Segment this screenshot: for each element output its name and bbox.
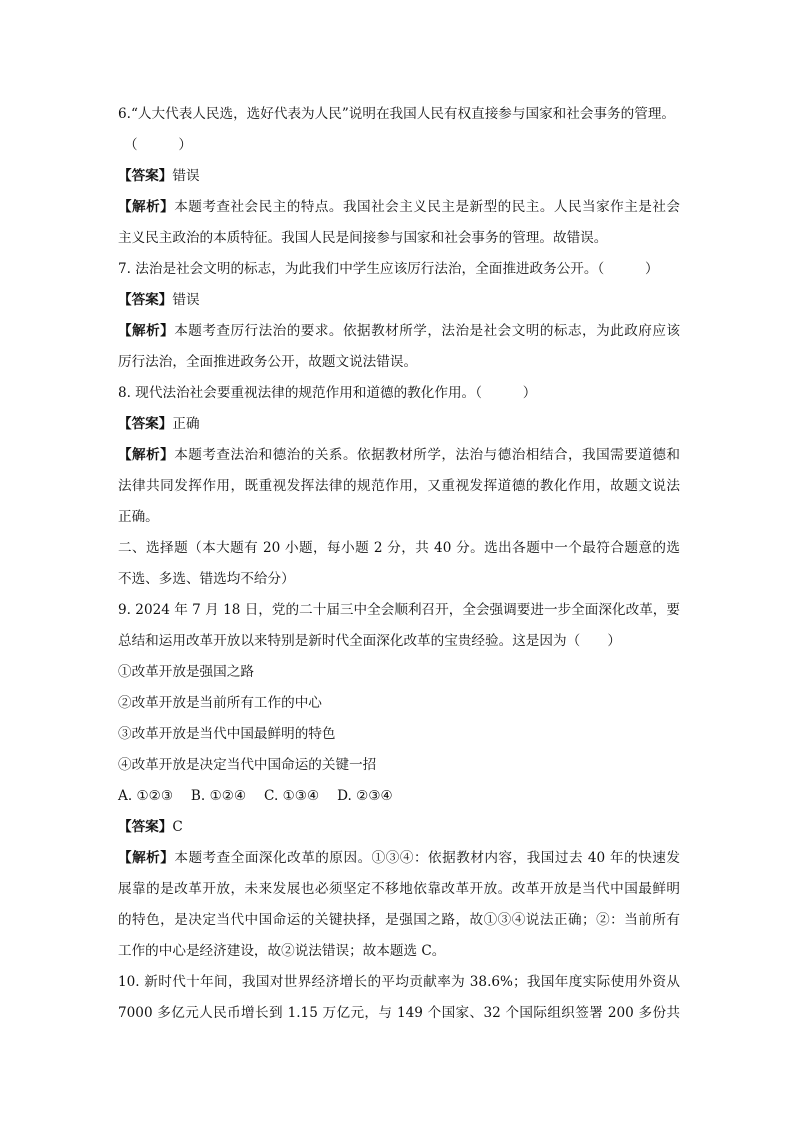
question-10 bbox=[118, 967, 680, 1029]
answer-label: 【答案】 bbox=[118, 416, 173, 432]
question-stem-line: 7. 法治是社会文明的标志，为此我们中学生应该厉行法治，全面推进政务公开。（ ） bbox=[118, 261, 659, 277]
answer-label: 【答案】 bbox=[118, 292, 173, 308]
answer-line bbox=[118, 161, 680, 192]
analysis-line bbox=[118, 192, 680, 223]
question-6 bbox=[118, 99, 680, 254]
analysis-label: 【解析】 bbox=[118, 447, 175, 463]
question-stem-line: 7000 多亿元人民币增长到 1.15 万亿元，与 149 个国家、32 个国际组织签署 200 多份共 bbox=[118, 1005, 680, 1021]
analysis-label: 【解析】 bbox=[118, 850, 175, 866]
section-heading-line: 二、选择题（本大题有 20 小题，每小题 2 分，共 40 分。选出各题中一个最符合题意的选 bbox=[118, 540, 680, 556]
answer-label: 【答案】 bbox=[118, 168, 173, 184]
statement-item: ④改革开放是决定当代中国命运的关键一招 bbox=[118, 757, 377, 773]
analysis-line: 展靠的是改革开放，未来发展也必须坚定不移地依靠改革开放。改革开放是当代中国最鲜明 bbox=[118, 881, 680, 897]
question-stem-line: 6.“人大代表人民选，选好代表为人民”说明在我国人民有权直接参与国家和社会事务的管理。 bbox=[118, 106, 676, 122]
analysis-line bbox=[118, 843, 680, 874]
section-heading bbox=[118, 533, 680, 595]
analysis-text: 本题考查全面深化改革的原因。①③④：依据教材内容，我国过去 40 年的快速发 bbox=[174, 850, 680, 866]
statement-item: ③改革开放是当代中国最鲜明的特色 bbox=[118, 726, 336, 742]
answer-line bbox=[118, 285, 680, 316]
analysis-text: 本题考查社会民主的特点。我国社会主义民主是新型的民主。人民当家作主是社会 bbox=[174, 199, 680, 215]
statement-item: ②改革开放是当前所有工作的中心 bbox=[118, 695, 322, 711]
answer-value: C bbox=[172, 819, 183, 835]
analysis-line: 的特色，是决定当代中国命运的关键抉择，是强国之路，故①③④说法正确；②：当前所有 bbox=[118, 912, 680, 928]
analysis-line: 厉行法治，全面推进政务公开，故题文说法错误。 bbox=[118, 354, 418, 370]
analysis-text: 本题考查法治和德治的关系。依据教材所学，法治与德治相结合，我国需要道德和 bbox=[174, 447, 680, 463]
question-9 bbox=[118, 595, 680, 967]
answer-blank: （ ） bbox=[124, 137, 192, 153]
analysis-line bbox=[118, 316, 680, 347]
statement-item: ①改革开放是强国之路 bbox=[118, 664, 254, 680]
question-stem-line: 8. 现代法治社会要重视法律的规范作用和道德的教化作用。（ ） bbox=[118, 385, 537, 401]
analysis-text: 本题考查厉行法治的要求。依据教材所学，法治是社会文明的标志，为此政府应该 bbox=[174, 323, 680, 339]
analysis-line: 正确。 bbox=[118, 509, 159, 525]
answer-value: 错误 bbox=[172, 168, 200, 184]
document-page bbox=[118, 99, 680, 1029]
analysis-line: 法律共同发挥作用，既重视发挥法律的规范作用，又重视发挥道德的教化作用，故题文说法 bbox=[118, 478, 680, 494]
answer-label: 【答案】 bbox=[118, 819, 173, 835]
analysis-label: 【解析】 bbox=[118, 199, 175, 215]
answer-value: 错误 bbox=[172, 292, 200, 308]
question-stem-line: 9. 2024 年 7 月 18 日，党的二十届三中全会顺利召开，全会强调要进一步全面深化改革，要 bbox=[118, 602, 680, 618]
section-heading-line: 不选、多选、错选均不给分） bbox=[118, 571, 295, 587]
question-stem-line: 10. 新时代十年间，我国对世界经济增长的平均贡献率为 38.6%；我国年度实际使用外资从 bbox=[118, 974, 680, 990]
question-7 bbox=[118, 254, 680, 378]
question-stem-line: 总结和运用改革开放以来特别是新时代全面深化改革的宝贵经验。这是因为（ ） bbox=[118, 633, 621, 649]
analysis-line bbox=[118, 440, 680, 471]
choice-options: A. ①②③ B. ①②④ C. ①③④ D. ②③④ bbox=[118, 788, 393, 804]
analysis-line: 工作的中心是经济建设，故②说法错误；故本题选 C。 bbox=[118, 943, 446, 959]
answer-line bbox=[118, 812, 680, 843]
question-8 bbox=[118, 378, 680, 533]
answer-line bbox=[118, 409, 680, 440]
analysis-line: 主义民主政治的本质特征。我国人民是间接参与国家和社会事务的管理。故错误。 bbox=[118, 230, 608, 246]
analysis-label: 【解析】 bbox=[118, 323, 175, 339]
answer-value: 正确 bbox=[172, 416, 200, 432]
